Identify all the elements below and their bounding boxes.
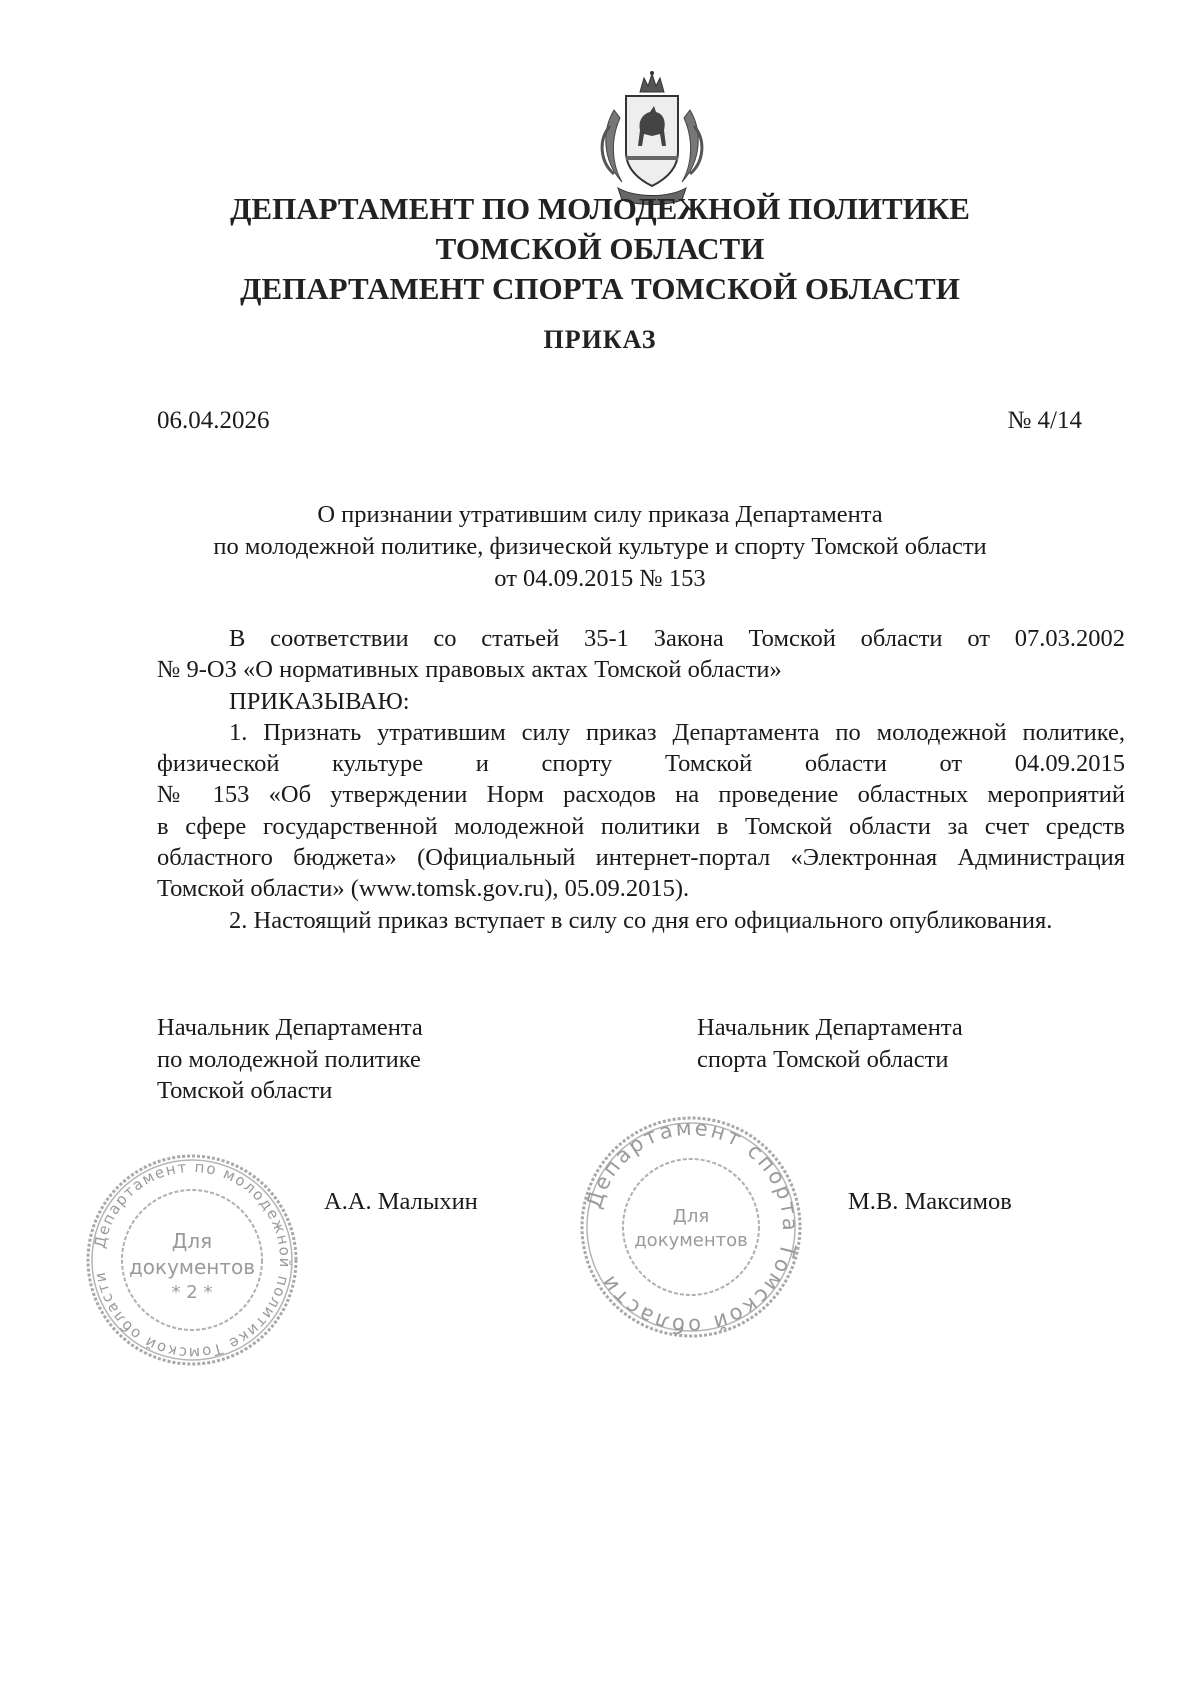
header-line-2: ТОМСКОЙ ОБЛАСТИ [435,231,765,266]
body-line: физической культуре и спорту Томской области от 04.09.2015 [157,750,1125,778]
header-line-1: ДЕПАРТАМЕНТ ПО МОЛОДЕЖНОЙ ПОЛИТИКЕ [230,191,970,226]
body-line: 2. Настоящий приказ вступает в силу со дня его официального опубликования. [229,906,1053,934]
body-line: № 9-ОЗ «О нормативных правовых актах Томской области» [157,656,782,684]
order-date: 06.04.2026 [157,407,270,434]
signature-right-title [697,1012,963,1075]
signature-left-title-line: Начальник Департамента [157,1014,423,1041]
stamp1-center-line: документов [128,1255,256,1279]
stamp2-center-line: документов [634,1230,748,1251]
subject-line-1: О признании утратившим силу приказа Департамента [317,501,883,528]
body-line: В соответствии со статьей 35-1 Закона Томской области от 07.03.2002 [229,625,1125,652]
stamp-sport-department [576,1112,806,1342]
signature-left-title-line: по молодежной политике [157,1045,421,1073]
signatory-left-name: А.А. Малыхин [324,1188,478,1215]
body-line: в сфере государственной молодежной политики в Томской области за счет средств [157,812,1125,840]
subject-line-2: по молодежной политике, физической культуре и спорту Томской области [213,533,987,560]
signature-left-title-line: Томской области [157,1077,333,1104]
stamp1-center-line: Для [171,1229,213,1253]
body-line: областного бюджета» (Официальный интернет-портал «Электронная Администрация [157,844,1125,872]
body-line: Томской области» (www.tomsk.gov.ru), 05.09.2015). [157,875,690,903]
signature-right-title-line: спорта Томской области [697,1045,949,1073]
signature-left-title [157,1012,423,1107]
order-number: № 4/14 [1007,407,1082,434]
signatory-right-name: М.В. Максимов [848,1188,1012,1215]
subject-line-3: от 04.09.2015 № 153 [494,565,706,592]
signature-right-title-line: Начальник Департамента [697,1014,963,1041]
header-line-3: ДЕПАРТАМЕНТ СПОРТА ТОМСКОЙ ОБЛАСТИ [240,271,960,306]
order-body [157,623,1125,936]
order-keyword: ПРИКАЗЫВАЮ: [229,687,410,715]
body-line: № 153 «Об утверждении Норм расходов на проведение областных мероприятий [157,781,1125,809]
stamp2-center-line: Для [672,1206,710,1227]
stamp1-center-line: * 2 * [171,1282,213,1303]
stamp2-ring-text: Департамент спорта Томской области [581,1115,803,1339]
body-line: 1. Признать утратившим силу приказ Департамента по молодежной политике, [229,718,1125,746]
stamp-youth-department [82,1150,302,1370]
stamp-youth-department-graphic [82,1150,302,1370]
stamp-sport-department-graphic [576,1112,806,1342]
stamp1-ring-text: Департамент по молодежной политике Томской области [90,1157,295,1363]
document-type: ПРИКАЗ [543,325,657,354]
